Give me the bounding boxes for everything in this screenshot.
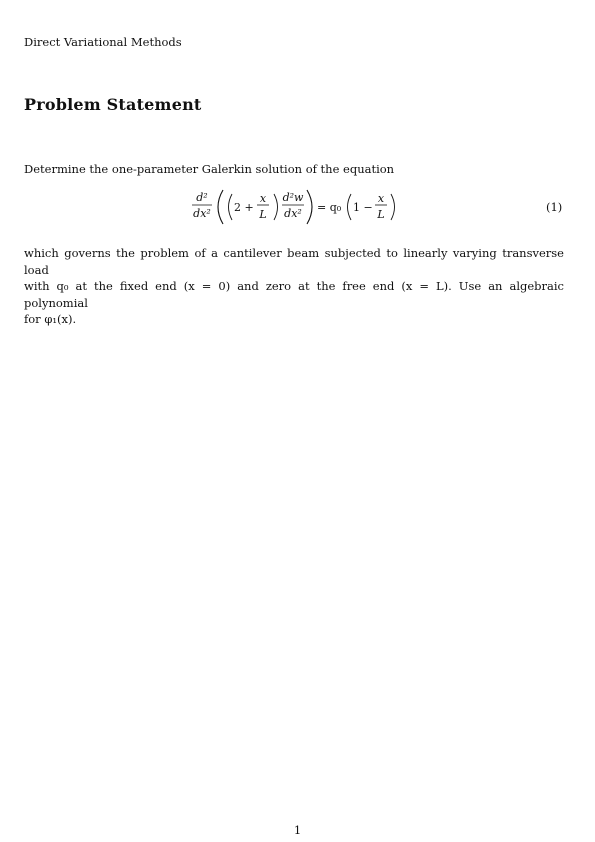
eq-inner-num: d²w xyxy=(282,191,304,204)
eq-outer-num: d² xyxy=(196,191,208,204)
equation-1 xyxy=(190,188,430,228)
eq-rhs-den: L xyxy=(377,208,385,221)
section-title: Problem Statement xyxy=(24,95,202,114)
paragraph-line: which governs the problem of a cantilever beam subjected to linearly varying transverse load xyxy=(24,246,564,277)
eq-left-paren xyxy=(229,194,233,220)
eq-two-plus: 2 + xyxy=(234,201,254,214)
paragraph-line: for φ₁(x). xyxy=(24,312,77,326)
eq-right-paren xyxy=(274,194,278,220)
intro-sentence: Determine the one-parameter Galerkin solution of the equation xyxy=(24,162,395,176)
eq-big-left-paren xyxy=(218,190,223,224)
eq-x-num: x xyxy=(259,192,267,205)
eq-outer-den: dx² xyxy=(193,207,211,220)
eq-big-right-paren xyxy=(307,190,312,224)
problem-paragraph xyxy=(24,245,564,328)
paragraph-line: with q₀ at the fixed end (x = 0) and zero at the free end (x = L). Use an algebraic polynomial xyxy=(24,279,564,310)
eq-inner-den: dx² xyxy=(284,207,302,220)
running-head: Direct Variational Methods xyxy=(24,35,182,49)
eq-equals-q0: = q₀ xyxy=(317,201,342,214)
eq-x-den: L xyxy=(259,208,267,221)
eq-one-minus: 1 − xyxy=(353,201,373,214)
eq-rhs-num: x xyxy=(377,192,385,205)
eq-rhs-right-paren xyxy=(391,194,395,220)
page-number: 1 xyxy=(293,823,302,837)
equation-number: (1) xyxy=(546,200,563,214)
eq-rhs-left-paren xyxy=(348,194,352,220)
